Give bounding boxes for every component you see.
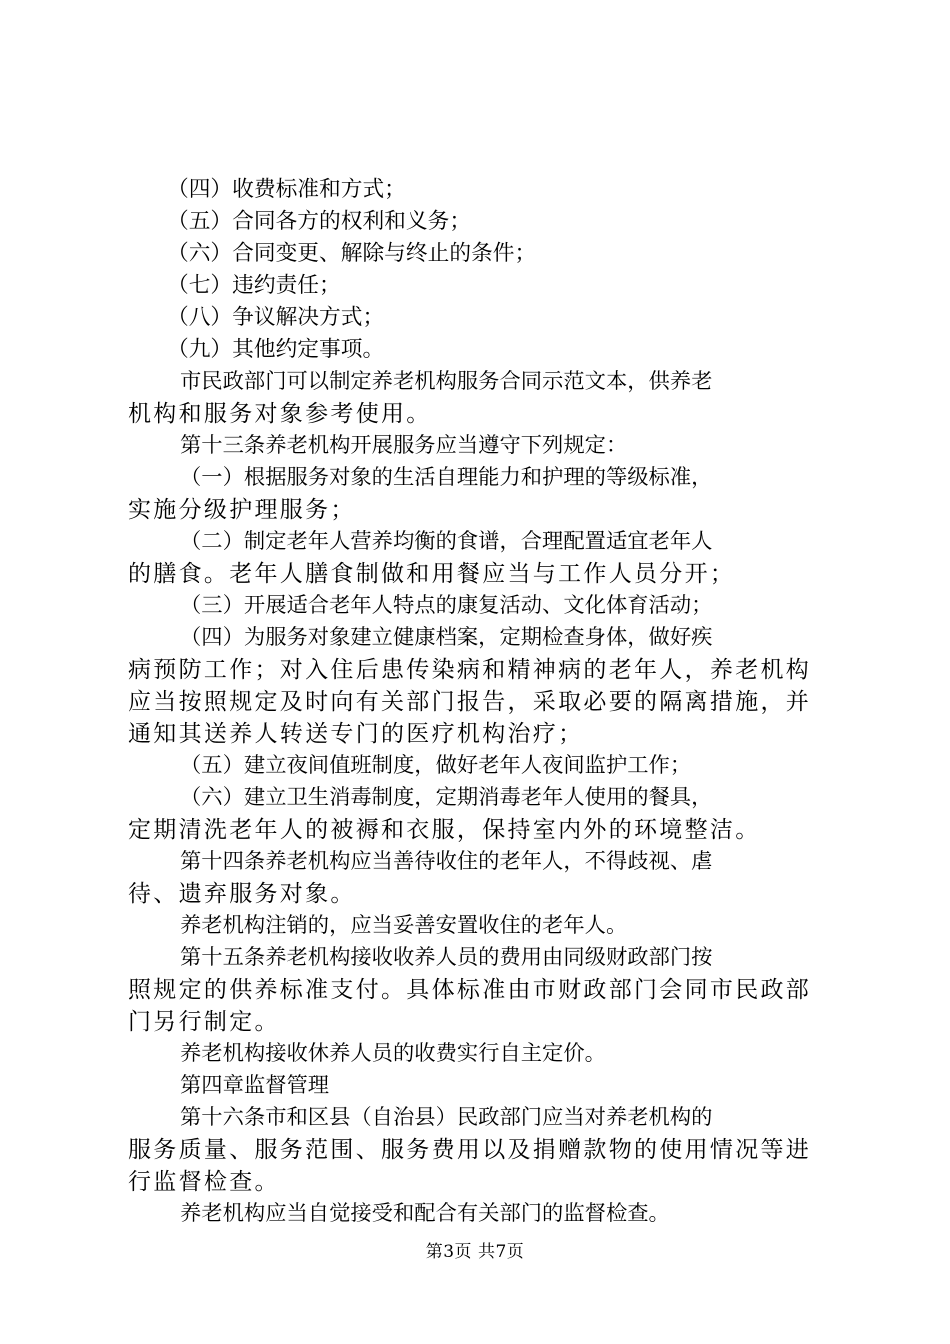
text-line: 第十六条市和区县（自治县）民政部门应当对养老机构的: [180, 1105, 713, 1130]
text-line: 第十四条养老机构应当善待收住的老年人，不得歧视、虐: [180, 849, 713, 874]
text-line: 养老机构注销的，应当妥善安置收住的老年人。: [180, 913, 628, 938]
text-line: 通知其送养人转送专门的医疗机构治疗；: [128, 721, 584, 747]
text-line: （五）合同各方的权利和义务；: [167, 209, 472, 234]
chapter-heading: 第四章监督管理: [180, 1073, 330, 1098]
text-line: （六）建立卫生消毒制度，定期消毒老年人使用的餐具，: [180, 785, 713, 810]
text-line: 养老机构应当自觉接受和配合有关部门的监督检查。: [180, 1201, 670, 1226]
text-line: （九）其他约定事项。: [167, 337, 385, 362]
text-line: 门另行制定。: [128, 1009, 280, 1035]
text-line: 第十三条养老机构开展服务应当遵守下列规定：: [180, 433, 628, 458]
text-line: 市民政部门可以制定养老机构服务合同示范文本，供养老: [180, 369, 713, 394]
text-line: 应当按照规定及时向有关部门报告，采取必要的隔离措施，并: [128, 689, 812, 715]
text-line: （一）根据服务对象的生活自理能力和护理的等级标准，: [180, 465, 713, 490]
text-line: 实施分级护理服务；: [128, 497, 356, 523]
text-line: 服务质量、服务范围、服务费用以及捐赠款物的使用情况等进: [128, 1137, 812, 1163]
text-line: 养老机构接收休养人员的收费实行自主定价。: [180, 1041, 606, 1066]
text-line: （七）违约责任；: [167, 273, 341, 298]
text-line: 的膳食。老年人膳食制做和用餐应当与工作人员分开；: [128, 561, 736, 587]
text-line: 待、遗弃服务对象。: [128, 881, 356, 907]
text-line: 第十五条养老机构接收收养人员的费用由同级财政部门按: [180, 945, 713, 970]
text-line: 定期清洗老年人的被褥和衣服，保持室内外的环境整洁。: [128, 817, 761, 843]
text-line: （二）制定老年人营养均衡的食谱，合理配置适宜老年人: [180, 529, 713, 554]
text-line: （八）争议解决方式；: [167, 305, 385, 330]
text-line: （五）建立夜间值班制度，做好老年人夜间监护工作；: [180, 753, 692, 778]
text-line: （四）收费标准和方式；: [167, 177, 406, 202]
text-line: （六）合同变更、解除与终止的条件；: [167, 241, 537, 266]
text-line: （四）为服务对象建立健康档案，定期检查身体，做好疾: [180, 625, 713, 650]
text-line: 机构和服务对象参考使用。: [128, 401, 432, 427]
text-line: （三）开展适合老年人特点的康复活动、文化体育活动；: [180, 593, 713, 618]
text-line: 行监督检查。: [128, 1169, 280, 1195]
text-line: 病预防工作；对入住后患传染病和精神病的老年人，养老机构: [128, 657, 812, 683]
page-footer: 第3页 共7页: [425, 1242, 525, 1262]
text-line: 照规定的供养标准支付。具体标准由市财政部门会同市民政部: [128, 977, 812, 1003]
